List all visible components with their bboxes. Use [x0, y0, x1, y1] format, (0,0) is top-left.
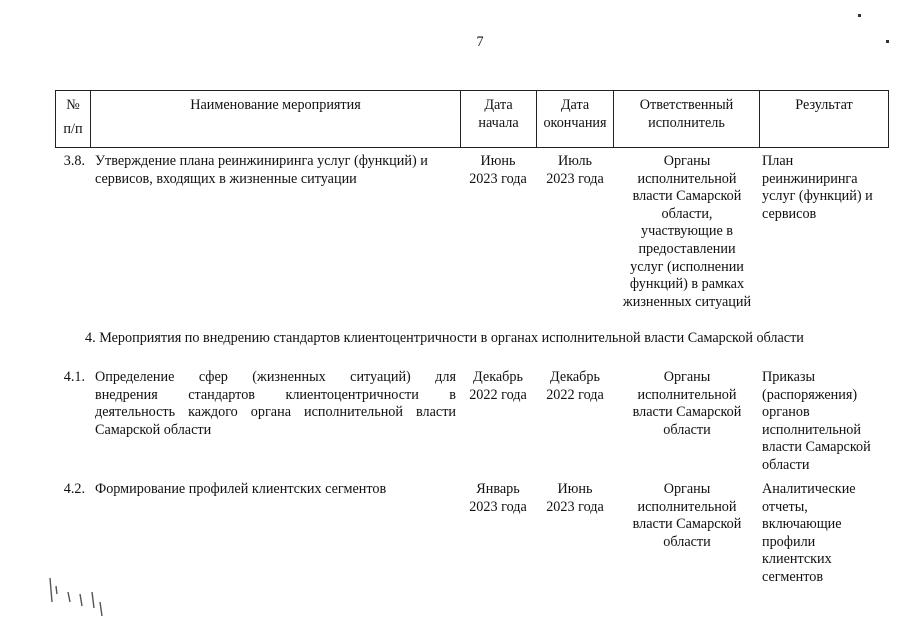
text-line: предоставлении: [638, 240, 736, 257]
text-line: области,: [661, 205, 713, 222]
text-line: области: [663, 533, 711, 550]
row-result: [762, 481, 892, 587]
text-line: Январь: [476, 481, 520, 497]
text-line: участвующие в: [641, 223, 733, 240]
text-line: власти Самарской: [632, 404, 742, 421]
header-result-cell: [760, 91, 888, 147]
text-line: 2023 года: [546, 170, 604, 187]
row-end-date: [538, 153, 612, 188]
row-responsible: [614, 369, 760, 439]
header-end-line2: окончания: [543, 114, 607, 131]
text-line: 2022 года: [546, 386, 604, 403]
row-start-date: [462, 369, 534, 404]
text-line: реинжиниринга: [762, 170, 858, 187]
text-line: клиентских: [762, 551, 832, 568]
table-header: [55, 90, 889, 148]
text-line: области: [663, 421, 711, 438]
text-line: услуг (исполнении: [630, 258, 744, 275]
text-line: деятельность каждого органа исполнительной власти: [95, 404, 456, 421]
text-line: профили: [762, 533, 816, 550]
row-number: 4.1.: [63, 369, 85, 385]
text-line: внедрения стандартов клиентоцентричности в: [95, 386, 456, 403]
header-start-line1: Дата: [484, 97, 513, 113]
row-start-date: [462, 481, 534, 516]
text-line: Июнь: [480, 153, 516, 169]
row-activity-name: [95, 481, 456, 499]
text-line: Июль: [557, 153, 593, 169]
text-line: Утверждение плана реинжиниринга услуг (функций) и: [95, 153, 428, 169]
header-result-label: Результат: [795, 97, 853, 113]
scan-speck: [858, 14, 861, 17]
row-end-date: [538, 369, 612, 404]
text-line: исполнительной: [762, 421, 861, 438]
header-number-abbr: п/п: [63, 120, 83, 137]
text-line: Формирование профилей клиентских сегментов: [95, 481, 387, 497]
header-name-cell: [91, 91, 460, 147]
text-line: Органы: [663, 153, 711, 169]
page-number: 7: [476, 34, 484, 50]
header-number-symbol: №: [66, 97, 80, 113]
text-line: отчеты,: [762, 498, 808, 515]
row-result: [762, 369, 892, 475]
text-line: План: [762, 153, 794, 169]
header-responsible-cell: [614, 91, 759, 147]
text-line: 2023 года: [469, 170, 527, 187]
header-start-line2: начала: [478, 114, 519, 131]
row-number: 4.2.: [63, 481, 85, 497]
header-start-cell: [461, 91, 536, 147]
row-result: [762, 153, 892, 223]
text-line: сервисов, входящих в жизненные ситуации: [95, 170, 357, 187]
header-end-cell: [537, 91, 613, 147]
text-line: сервисов: [762, 205, 817, 222]
header-name-label: Наименование мероприятия: [190, 97, 361, 113]
text-line: Органы: [663, 369, 711, 385]
text-line: органов: [762, 404, 810, 421]
row-start-date: [462, 153, 534, 188]
text-line: Самарской области: [95, 421, 212, 438]
header-number-cell: [56, 91, 90, 147]
text-line: области: [762, 456, 810, 473]
text-line: Июнь: [557, 481, 593, 497]
text-line: исполнительной: [637, 498, 737, 515]
text-line: 2023 года: [469, 498, 527, 515]
text-line: жизненных ситуаций: [622, 293, 752, 310]
text-line: власти Самарской: [762, 439, 871, 456]
text-line: власти Самарской: [632, 516, 742, 533]
text-line: (распоряжения): [762, 386, 858, 403]
row-activity-name: [95, 153, 460, 188]
header-end-line1: Дата: [560, 97, 590, 113]
text-line: исполнительной: [637, 386, 737, 403]
text-line: Декабрь: [473, 369, 523, 385]
text-line: власти Самарской: [632, 188, 742, 205]
text-line: сегментов: [762, 568, 824, 585]
text-line: функций) в рамках: [629, 276, 745, 293]
section-heading: 4. Мероприятия по внедрению стандартов клиентоцентричности в органах исполнительной власти Самарской области: [85, 330, 804, 346]
scan-mark: [44, 572, 114, 624]
text-line: Приказы: [762, 369, 816, 385]
text-line: Органы: [663, 481, 711, 497]
row-activity-name: [95, 369, 456, 439]
text-line: 2023 года: [546, 498, 604, 515]
text-line: включающие: [762, 516, 842, 533]
row-responsible: [614, 481, 760, 551]
text-line: Определение сфер (жизненных ситуаций) для: [95, 369, 456, 385]
text-line: Аналитические: [762, 481, 856, 497]
row-end-date: [538, 481, 612, 516]
scan-speck: [886, 40, 889, 43]
text-line: 2022 года: [469, 386, 527, 403]
row-number: 3.8.: [63, 153, 85, 169]
header-responsible-line1: Ответственный: [639, 97, 734, 113]
text-line: Декабрь: [550, 369, 600, 385]
row-responsible: [614, 153, 760, 311]
text-line: услуг (функций) и: [762, 188, 873, 205]
header-responsible-line2: исполнитель: [648, 114, 725, 131]
text-line: исполнительной: [637, 170, 737, 187]
